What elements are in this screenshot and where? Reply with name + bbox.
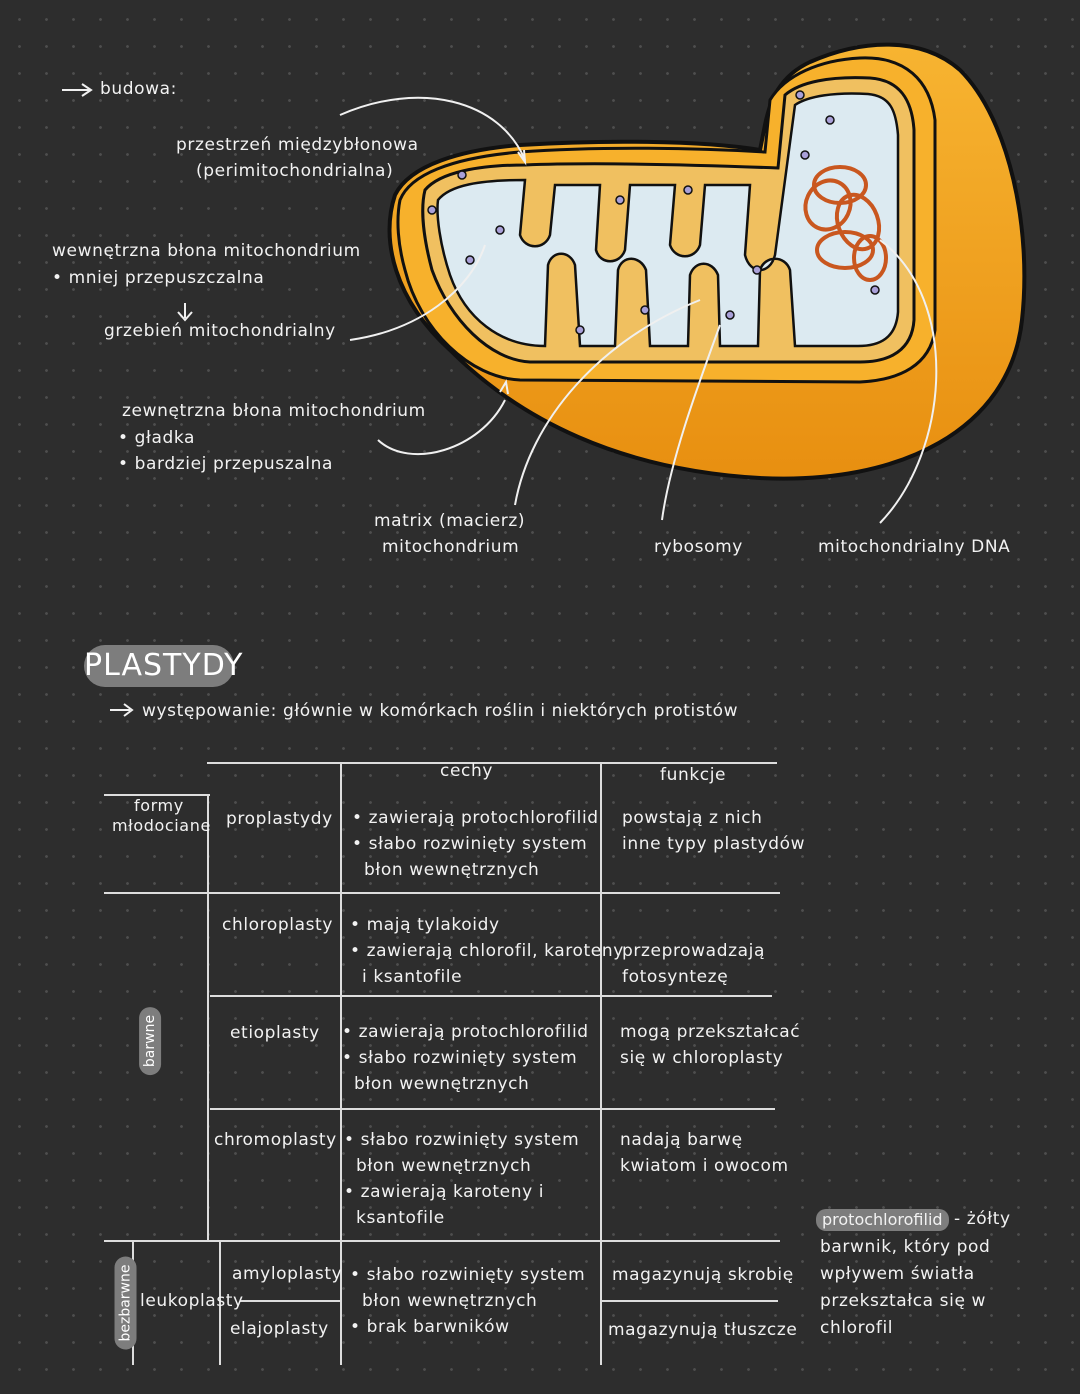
note-line: chlorofil	[820, 1318, 894, 1338]
feature-text: • zawierają karoteny i	[344, 1182, 545, 1202]
label-matrix-sub: mitochondrium	[382, 537, 520, 557]
structure-title: budowa:	[100, 79, 178, 99]
function-text: magazynują skrobię	[612, 1265, 794, 1285]
feature-text: • zawierają protochlorofilid	[352, 808, 599, 828]
label-matrix: matrix (macierz)	[374, 511, 526, 531]
function-text: fotosyntezę	[622, 967, 729, 987]
feature-text: • zawierają protochlorofilid	[342, 1022, 589, 1042]
table-leuko-branch	[240, 1300, 340, 1302]
group-leukoplasts-label: leukoplasty	[140, 1291, 244, 1311]
function-text: nadają barwę	[620, 1130, 743, 1150]
table-leuko-func-split	[602, 1300, 778, 1302]
feature-text: • słabo rozwinięty system	[352, 834, 588, 854]
note-line: barwnik, który pod	[820, 1237, 991, 1257]
note-line: wpływem światła	[820, 1264, 975, 1284]
table-row-line-1	[104, 892, 780, 894]
table-divider-functions	[600, 762, 602, 1365]
feature-text: • mają tylakoidy	[350, 915, 500, 935]
table-divider-group	[207, 794, 209, 1241]
feature-text: błon wewnętrznych	[356, 1156, 532, 1176]
function-text: kwiatom i owocom	[620, 1156, 789, 1176]
table-row-line-3	[210, 1108, 775, 1110]
feature-text: błon wewnętrznych	[362, 1291, 538, 1311]
label-inner-membrane: wewnętrzna błona mitochondrium	[52, 241, 361, 261]
label-intermembrane-sub: (perimitochondrialna)	[196, 161, 394, 181]
feature-text: • słabo rozwinięty system	[342, 1048, 578, 1068]
group-colorless-label: bezbarwne	[115, 1256, 137, 1349]
occurrence-text: występowanie: głównie w komórkach roślin i niektórych protistów	[142, 701, 739, 721]
feature-text: błon wewnętrznych	[354, 1074, 530, 1094]
note-line: - żółty	[954, 1209, 1011, 1229]
note-line: przekształca się w	[820, 1291, 987, 1311]
label-inner-membrane-note: • mniej przepuszczalna	[52, 268, 265, 288]
label-ribosomes: rybosomy	[654, 537, 743, 557]
row-name-elaioplasts: elajoplasty	[230, 1319, 329, 1339]
section-heading-plastids: PLASTYDY	[84, 645, 234, 687]
feature-text: • zawierają chlorofil, karoteny	[350, 941, 624, 961]
feature-text: • słabo rozwinięty system	[350, 1265, 586, 1285]
row-name-amyloplasts: amyloplasty	[232, 1264, 343, 1284]
function-text: przeprowadzają	[622, 941, 765, 961]
feature-text: • brak barwników	[350, 1317, 510, 1337]
feature-text: • słabo rozwinięty system	[344, 1130, 580, 1150]
feature-text: ksantofile	[356, 1208, 445, 1228]
table-row-line-4	[104, 1240, 780, 1242]
function-text: się w chloroplasty	[620, 1048, 784, 1068]
row-name-etioplasts: etioplasty	[230, 1023, 320, 1043]
group-young-2: młodociane	[112, 816, 211, 835]
feature-text: i ksantofile	[362, 967, 463, 987]
label-crista: grzebień mitochondrialny	[104, 321, 336, 341]
label-mito-dna: mitochondrialny DNA	[818, 537, 1011, 557]
function-text: inne typy plastydów	[622, 834, 806, 854]
header-functions: funkcje	[660, 765, 727, 785]
group-colored-label: barwne	[139, 1007, 161, 1075]
function-text: mogą przekształcać	[620, 1022, 801, 1042]
label-outer-membrane-note-2: • bardziej przepuszalna	[118, 454, 333, 474]
feature-text: błon wewnętrznych	[364, 860, 540, 880]
table-row-line-2	[210, 995, 772, 997]
label-intermembrane: przestrzeń międzybłonowa	[176, 135, 419, 155]
header-features: cechy	[440, 761, 493, 781]
row-name-chromoplasts: chromoplasty	[214, 1130, 337, 1150]
label-outer-membrane-note-1: • gładka	[118, 428, 196, 448]
group-young-1: formy	[134, 796, 184, 815]
row-name-proplastids: proplastydy	[226, 809, 333, 829]
note-term-highlight: protochlorofilid	[816, 1209, 949, 1231]
row-name-chloroplasts: chloroplasty	[222, 915, 333, 935]
label-outer-membrane: zewnętrzna błona mitochondrium	[122, 401, 426, 421]
function-text: powstają z nich	[622, 808, 763, 828]
function-text: magazynują tłuszcze	[608, 1320, 798, 1340]
